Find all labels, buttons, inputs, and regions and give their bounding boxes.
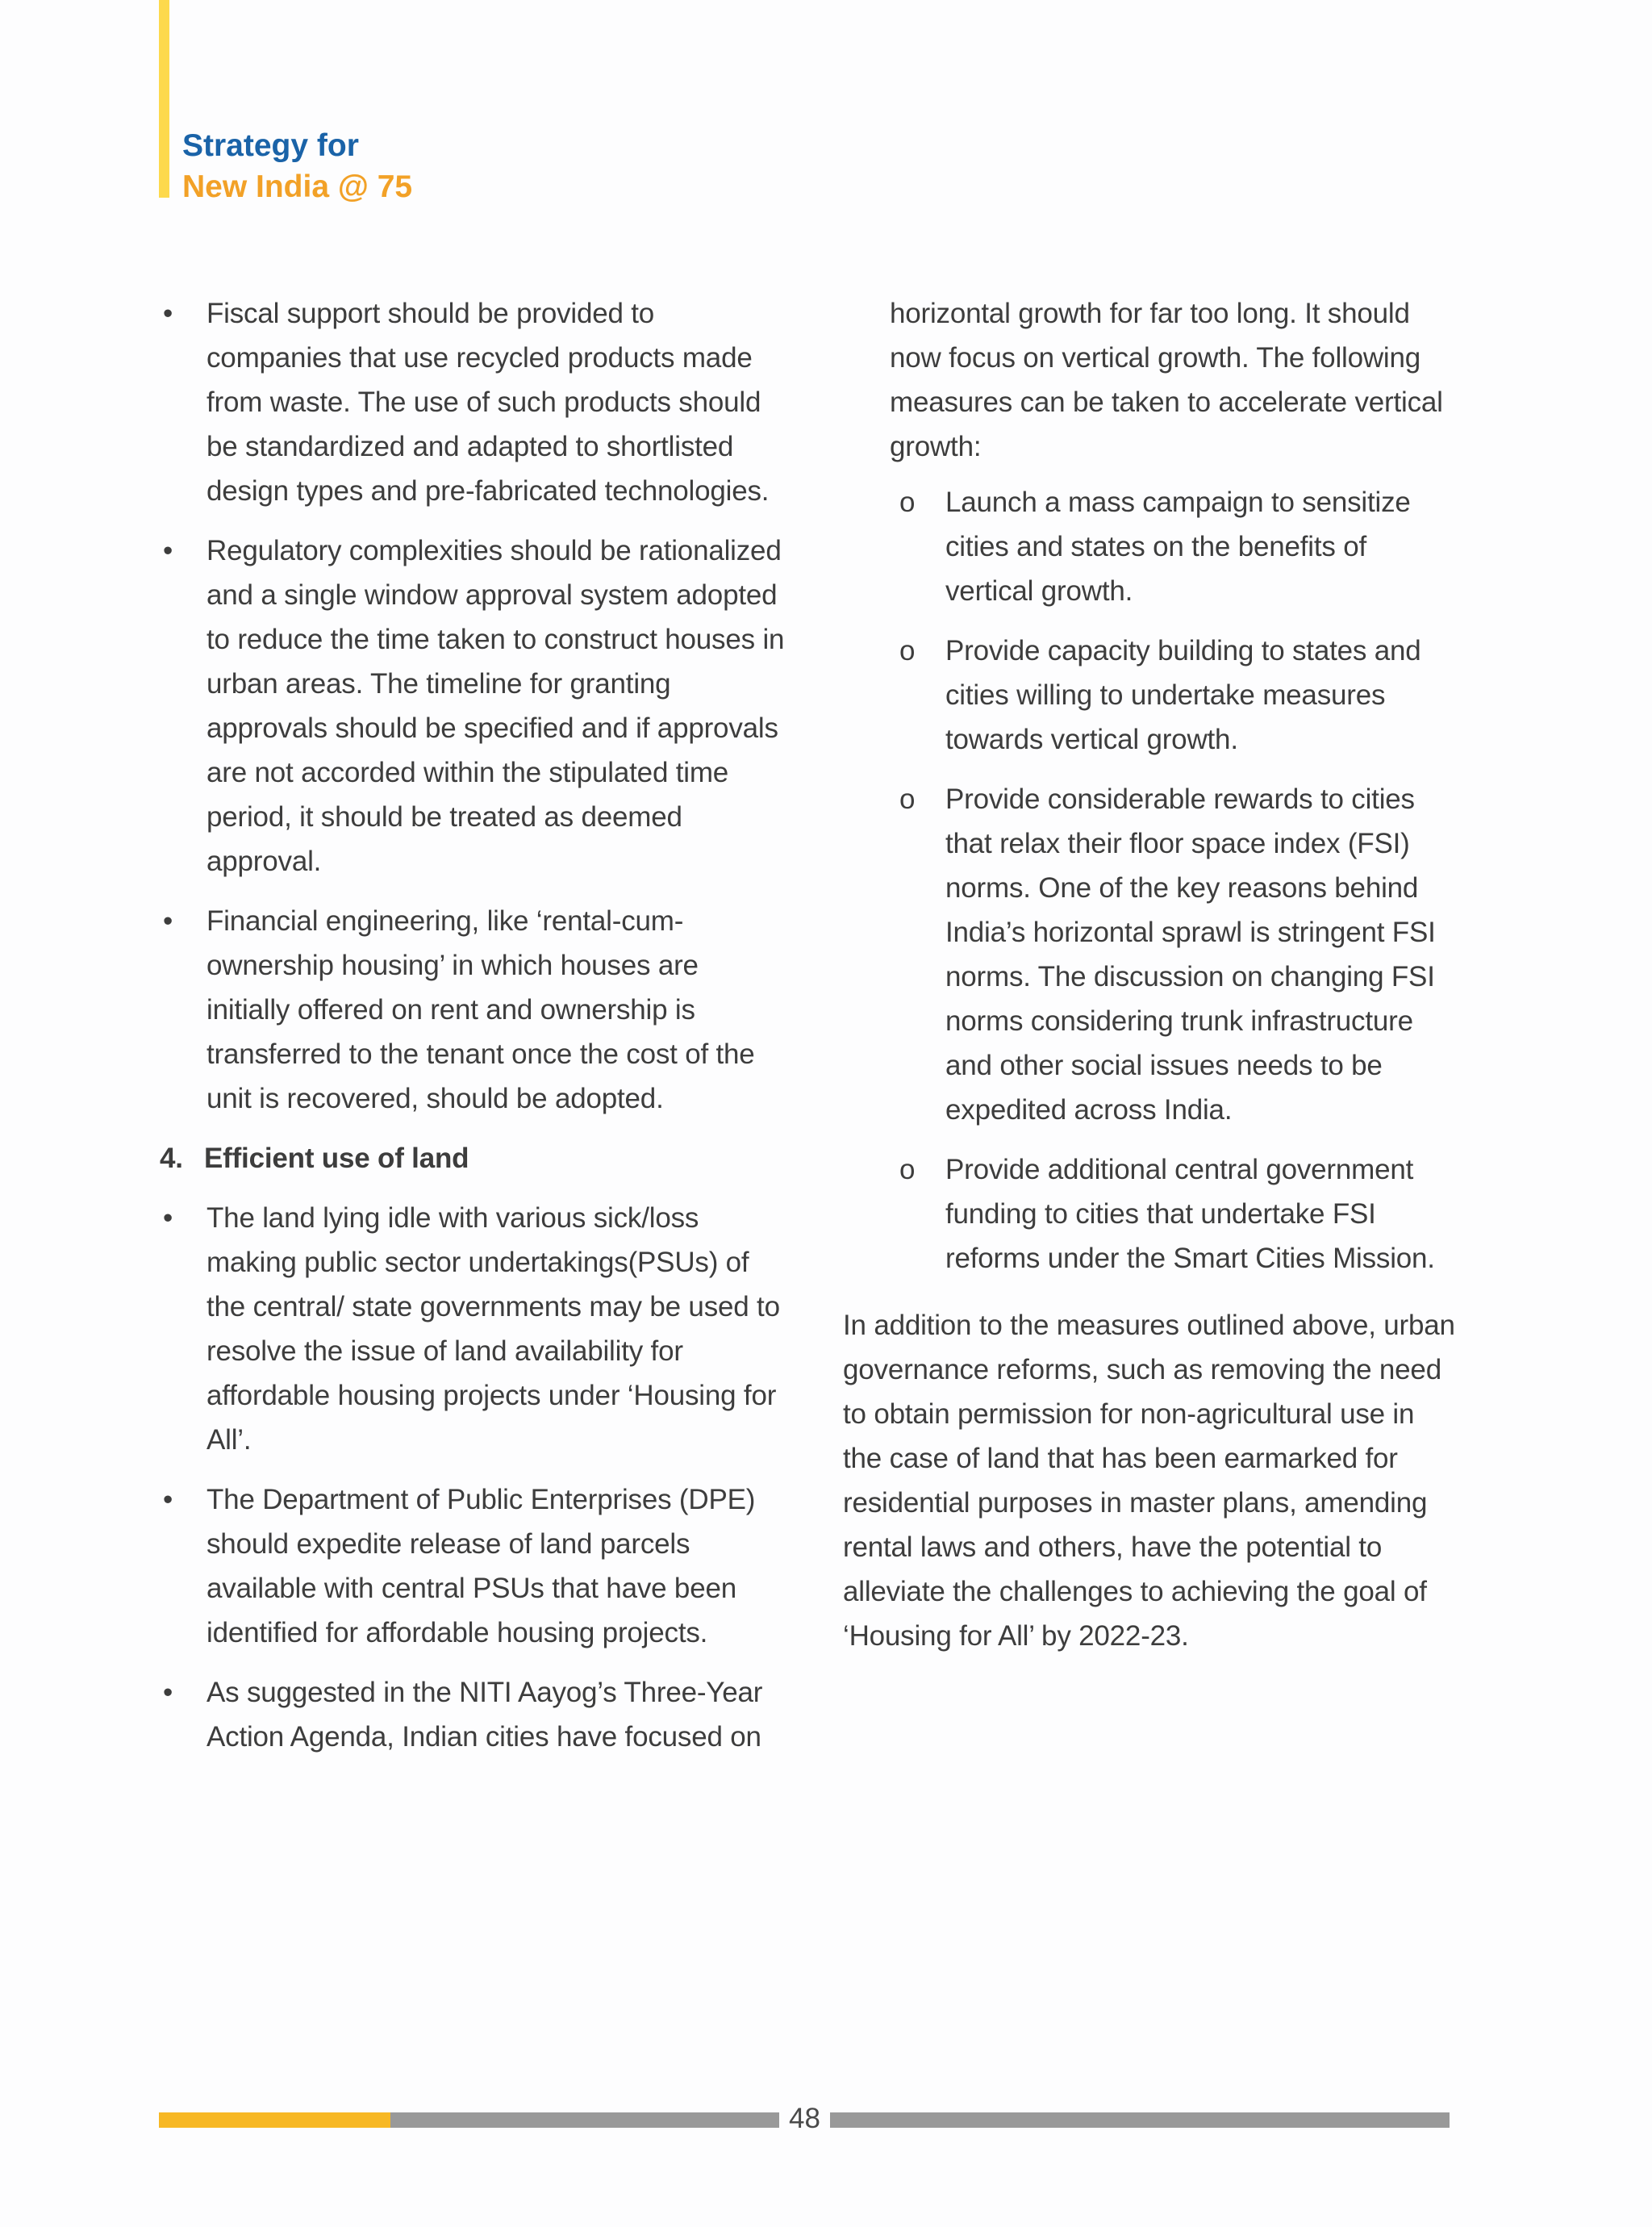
list-item-text: Financial engineering, like ‘rental-cum-ownership housing’ in which houses are initially offered on rent and ownership is transferred to the tenant once the cost of the unit is recovered, should be adopted. — [206, 905, 755, 1114]
list-item-text: The land lying idle with various sick/loss making public sector undertakings(PSUs) of the central/ state governments may be used to resolve the issue of land availability for affordable housing projects under ‘Housing for All’. — [206, 1202, 780, 1456]
sub-bullet-icon: o — [899, 487, 916, 518]
right-column — [843, 291, 1456, 1658]
list-item — [160, 899, 789, 1121]
list-item — [160, 1196, 789, 1462]
sub-list-item-text: Provide capacity building to states and cities willing to undertake measures towards vertical growth. — [945, 635, 1421, 755]
sub-bullet-icon: o — [899, 783, 916, 815]
list-item-text: As suggested in the NITI Aayog’s Three-Year Action Agenda, Indian cities have focused on — [206, 1677, 763, 1753]
sub-bullet-icon: o — [899, 635, 916, 666]
list-item — [160, 1670, 789, 1759]
sub-list-item — [843, 1147, 1456, 1281]
closing-paragraph: In addition to the measures outlined above, urban governance reforms, such as removing the need to obtain permission for non-agricultural use in the case of land that has been earmarked for residential purposes in master plans, amending rental laws and others, have the potential to alleviate the challenges to achieving the goal of ‘Housing for All’ by 2022-23. — [843, 1310, 1455, 1652]
bullet-icon: • — [162, 1677, 173, 1708]
section-heading — [160, 1136, 789, 1180]
list-item — [160, 291, 789, 513]
running-header — [182, 125, 412, 207]
page-number: 48 — [789, 2103, 820, 2134]
sub-list-item — [843, 777, 1456, 1132]
footer-grey-bar-right — [830, 2112, 1450, 2128]
bullet-icon: • — [162, 1484, 173, 1515]
sub-list-item — [843, 480, 1456, 613]
footer-yellow-bar — [159, 2112, 390, 2128]
section-heading-text: Efficient use of land — [204, 1143, 469, 1174]
left-column — [160, 291, 789, 1774]
list-item-text: Regulatory complexities should be rationalized and a single window approval system adopted to reduce the time taken to construct houses in urban areas. The timeline for granting approvals should be specified and if approvals are not accorded within the stipulated time period, it should be treated as deemed approval. — [206, 535, 785, 877]
header-title-line2: New India @ 75 — [182, 169, 413, 204]
header-accent-bar — [159, 0, 169, 198]
bullet-icon: • — [162, 298, 173, 329]
header-title-line1: Strategy for — [182, 128, 359, 163]
bullet-icon: • — [162, 535, 173, 566]
list-item-text: Fiscal support should be provided to companies that use recycled products made from waste. The use of such products should be standardized and adapted to shortlisted design types and pre-fabricated technologies. — [206, 298, 770, 507]
sub-bullet-icon: o — [899, 1154, 916, 1185]
sub-list-item — [843, 629, 1456, 762]
sub-list-item-text: Launch a mass campaign to sensitize cities and states on the benefits of vertical growth. — [945, 487, 1411, 607]
bullet-icon: • — [162, 905, 173, 937]
list-item — [160, 529, 789, 884]
bullet-icon: • — [162, 1202, 173, 1234]
footer-grey-bar-left — [390, 2112, 779, 2128]
sub-list-item-text: Provide considerable rewards to cities that relax their floor space index (FSI) norms. One of the key reasons behind India’s horizontal sprawl is stringent FSI norms. The discussion on changing FSI norms considering trunk infrastructure and other social issues needs to be expedited across India. — [945, 783, 1436, 1126]
section-number: 4. — [160, 1143, 183, 1174]
list-item-text: The Department of Public Enterprises (DPE) should expedite release of land parcels available with central PSUs that have been identified for affordable housing projects. — [206, 1484, 756, 1648]
sub-list-item-text: Provide additional central government funding to cities that undertake FSI reforms under the Smart Cities Mission. — [945, 1154, 1435, 1274]
continuation-paragraph: horizontal growth for far too long. It should now focus on vertical growth. The following measures can be taken to accelerate vertical growth: — [890, 298, 1443, 462]
list-item — [160, 1477, 789, 1655]
